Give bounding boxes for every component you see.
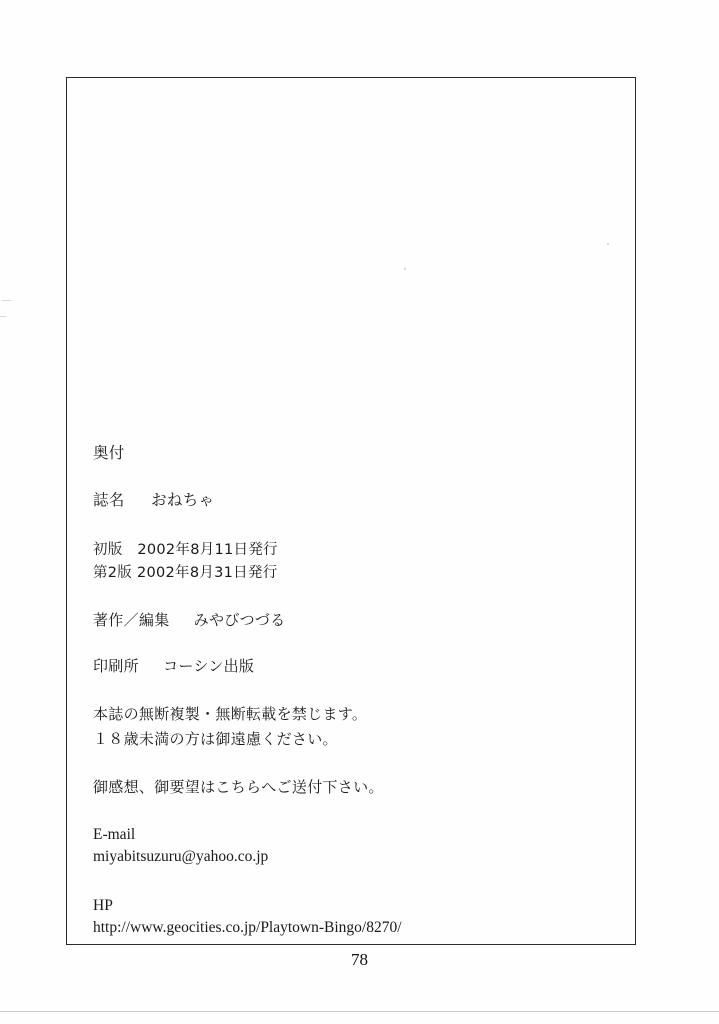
magazine-title-value: おねちゃ — [151, 490, 215, 509]
magazine-title-line — [93, 490, 543, 511]
author-line — [93, 610, 543, 630]
notice-line-reproduction: 本誌の無断複製・無断転載を禁じます。 — [93, 705, 368, 724]
page-number: 78 — [351, 950, 368, 969]
email-address: miyabitsuzuru@yahoo.co.jp — [93, 848, 269, 866]
copyright-notice — [93, 702, 543, 751]
homepage-url: http://www.geocities.co.jp/Playtown-Bingo/8270/ — [93, 919, 402, 937]
notice-line-age-restriction: １８歳未満の方は御遠慮ください。 — [93, 729, 338, 748]
author-label: 著作／編集 — [93, 610, 170, 629]
homepage-contact — [93, 895, 543, 940]
scan-speckle — [2, 300, 11, 301]
edition-info — [93, 539, 543, 586]
printer-label: 印刷所 — [93, 657, 139, 676]
printer-value: コーシン出版 — [163, 657, 255, 676]
edition-line-first: 初版 2002年8月11日発行 — [93, 541, 278, 558]
scan-bottom-rule — [0, 1011, 719, 1012]
magazine-title-label: 誌名 — [93, 490, 125, 509]
scan-speckle — [0, 316, 6, 317]
colophon-block — [93, 443, 543, 966]
author-value: みやびつづる — [193, 610, 286, 629]
printer-line — [93, 656, 543, 676]
colophon-heading: 奥付 — [93, 444, 125, 462]
email-contact — [93, 824, 543, 869]
homepage-label: HP — [93, 896, 113, 914]
edition-line-second: 第2版 2002年8月31日発行 — [93, 565, 278, 582]
email-label: E-mail — [93, 825, 136, 843]
feedback-invitation: 御感想、御要望はこちらへご送付下さい。 — [93, 777, 384, 796]
